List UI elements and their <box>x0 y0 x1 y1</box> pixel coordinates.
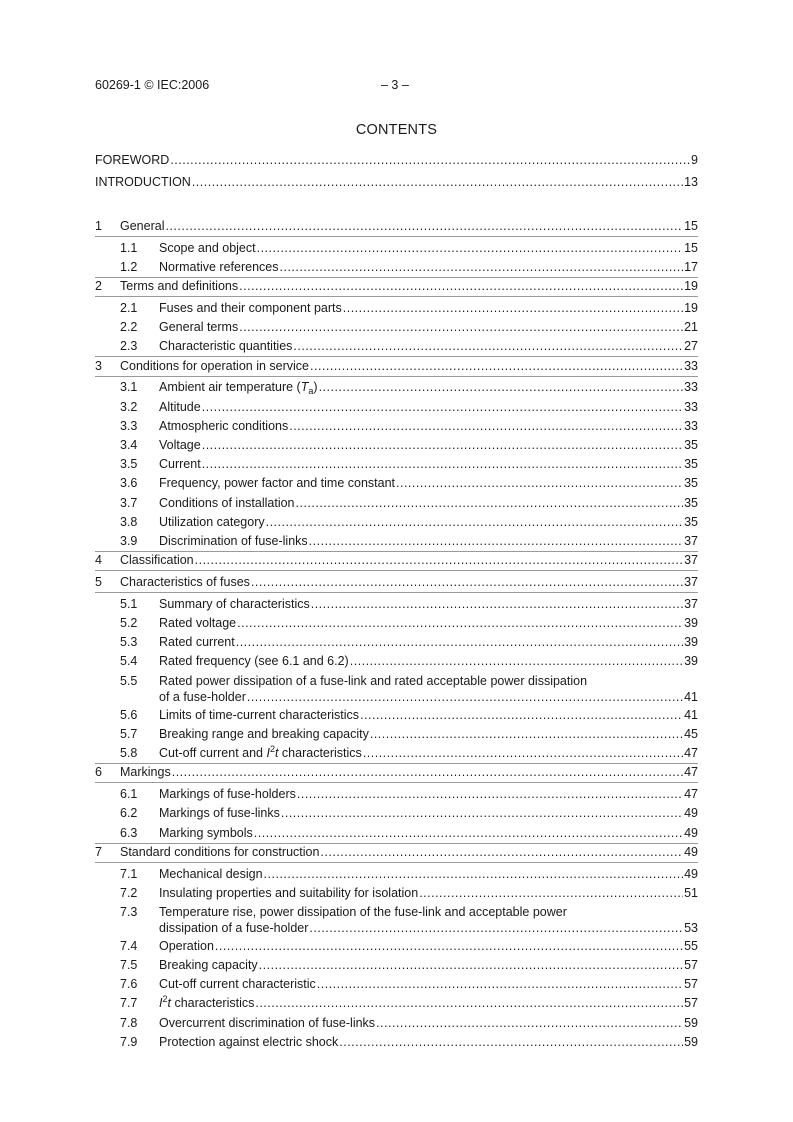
toc-entry-number: 6.1 <box>120 787 138 801</box>
toc-entry-7-9[interactable] <box>95 1035 698 1051</box>
page-header <box>95 78 698 94</box>
toc-entry-page: 47 <box>684 787 698 801</box>
toc-entry-5-8[interactable] <box>95 746 698 762</box>
toc-entry-label: Cut-off current characteristic <box>159 977 316 991</box>
toc-entry-1-1[interactable] <box>95 241 698 257</box>
toc-entry-number: 1 <box>95 219 102 233</box>
toc-entry-number: 7.3 <box>120 905 138 919</box>
toc-entry-7-8[interactable] <box>95 1016 698 1032</box>
toc-entry-3-2[interactable] <box>95 400 698 416</box>
toc-entry-3-7[interactable] <box>95 496 698 512</box>
toc-entry-7-6[interactable] <box>95 977 698 993</box>
toc-entry-page: 35 <box>684 457 698 471</box>
toc-entry-label: $I^2t$ characteristics <box>159 994 255 1010</box>
toc-entry-number: 6 <box>95 765 102 779</box>
toc-entry-number: 3 <box>95 359 102 373</box>
toc-entry-number: 5.5 <box>120 674 138 688</box>
toc-entry-label: Conditions for operation in service <box>120 359 309 373</box>
toc-entry-label: Standard conditions for construction <box>120 845 320 859</box>
clause-divider <box>95 763 698 764</box>
toc-clause-7[interactable] <box>95 845 698 861</box>
toc-entry-number: 3.7 <box>120 496 138 510</box>
clause-divider <box>95 236 698 237</box>
toc-entry-label: Mechanical design <box>159 867 263 881</box>
toc-entry-label: Markings of fuse-holders <box>159 787 296 801</box>
toc-clause-5[interactable] <box>95 575 698 591</box>
toc-entry-label-first-line: Temperature rise, power dissipation of the fuse-link and acceptable power <box>159 905 567 919</box>
clause-divider <box>95 570 698 571</box>
toc-entry-foreword[interactable] <box>95 153 698 169</box>
toc-entry-page: 59 <box>684 1035 698 1049</box>
toc-entry-label: Markings of fuse-links <box>159 806 280 820</box>
toc-entry-label: Current <box>159 457 201 471</box>
toc-entry-number: 3.8 <box>120 515 138 529</box>
toc-entry-page: 57 <box>684 977 698 991</box>
toc-entry-label: General <box>120 219 165 233</box>
toc-clause-4[interactable] <box>95 553 698 569</box>
toc-entry-label: General terms <box>159 320 239 334</box>
toc-entry-page: 33 <box>684 400 698 414</box>
toc-entry-2-1[interactable] <box>95 301 698 317</box>
toc-entry-label: Characteristic quantities <box>159 339 293 353</box>
clause-divider <box>95 592 698 593</box>
toc-entry-label: FOREWORD <box>95 153 170 167</box>
toc-entry-label: Insulating properties and suitability for isolation <box>159 886 419 900</box>
toc-entry-page: 21 <box>684 320 698 334</box>
toc-entry-number: 7.1 <box>120 867 138 881</box>
clause-divider <box>95 277 698 278</box>
toc-entry-number: 6.3 <box>120 826 138 840</box>
toc-entry-1-2[interactable] <box>95 260 698 276</box>
toc-entry-page: 39 <box>684 654 698 668</box>
toc-entry-number: 7.9 <box>120 1035 138 1049</box>
toc-entry-number: 7.6 <box>120 977 138 991</box>
toc-entry-number: 3.5 <box>120 457 138 471</box>
toc-entry-number: 2.1 <box>120 301 138 315</box>
toc-entry-page: 35 <box>684 476 698 490</box>
toc-entry-6-3[interactable] <box>95 826 698 842</box>
toc-entry-number: 5.4 <box>120 654 138 668</box>
toc-entry-label: Discrimination of fuse-links <box>159 534 308 548</box>
toc-entry-page: 33 <box>684 359 698 373</box>
toc-entry-number: 5.2 <box>120 616 138 630</box>
toc-entry-page: 39 <box>684 635 698 649</box>
toc-entry-number: 3.2 <box>120 400 138 414</box>
toc-entry-page: 37 <box>684 575 698 589</box>
toc-entry-number: 5 <box>95 575 102 589</box>
toc-entry-5-5[interactable] <box>95 674 698 706</box>
toc-entry-page: 51 <box>684 886 698 900</box>
toc-entry-number: 2.2 <box>120 320 138 334</box>
toc-entry-page: 33 <box>684 419 698 433</box>
toc-entry-label-first-line: Rated power dissipation of a fuse-link and rated acceptable power dissipation <box>159 674 588 688</box>
toc-entry-page: 9 <box>691 153 698 167</box>
toc-entry-3-1[interactable] <box>95 380 698 396</box>
toc-entry-label: Rated frequency (see 6.1 and 6.2) <box>159 654 349 668</box>
toc-entry-page: 17 <box>684 260 698 274</box>
toc-entry-number: 7.2 <box>120 886 138 900</box>
toc-entry-2-2[interactable] <box>95 320 698 336</box>
toc-entry-number: 7 <box>95 845 102 859</box>
toc-entry-label: Utilization category <box>159 515 265 529</box>
toc-entry-page: 41 <box>684 690 698 704</box>
toc-entry-label: of a fuse-holder <box>159 690 246 704</box>
toc-entry-label: Characteristics of fuses <box>120 575 250 589</box>
toc-entry-5-7[interactable] <box>95 727 698 743</box>
toc-entry-5-6[interactable] <box>95 708 698 724</box>
toc-entry-page: 37 <box>684 597 698 611</box>
toc-entry-7-4[interactable] <box>95 939 698 955</box>
clause-divider <box>95 356 698 357</box>
toc-entry-number: 5.8 <box>120 746 138 760</box>
toc-entry-number: 5.3 <box>120 635 138 649</box>
toc-entry-page: 39 <box>684 616 698 630</box>
toc-entry-page: 37 <box>684 534 698 548</box>
toc-entry-2-3[interactable] <box>95 339 698 355</box>
toc-entry-5-2[interactable] <box>95 616 698 632</box>
toc-entry-label: Markings <box>120 765 171 779</box>
toc-entry-label: Overcurrent discrimination of fuse-links <box>159 1016 376 1030</box>
toc-entry-page: 57 <box>684 958 698 972</box>
toc-entry-5-1[interactable] <box>95 597 698 613</box>
toc-clause-3[interactable] <box>95 359 698 375</box>
toc-entry-page: 27 <box>684 339 698 353</box>
clause-divider <box>95 782 698 783</box>
toc-entry-number: 1.2 <box>120 260 138 274</box>
toc-entry-label: Cut-off current and $I^2t$ characteristics <box>159 744 362 760</box>
toc-entry-label: Rated voltage <box>159 616 237 630</box>
toc-entry-label: Operation <box>159 939 214 953</box>
toc-entry-label: Altitude <box>159 400 201 414</box>
toc-entry-number: 4 <box>95 553 102 567</box>
toc-entry-page: 53 <box>684 921 698 935</box>
toc-entry-7-3[interactable] <box>95 905 698 937</box>
toc-entry-number: 3.1 <box>120 380 138 394</box>
toc-entry-5-4[interactable] <box>95 654 698 670</box>
toc-entry-label: INTRODUCTION <box>95 175 191 189</box>
toc-entry-page: 37 <box>684 553 698 567</box>
toc-entry-number: 7.8 <box>120 1016 138 1030</box>
toc-entry-page: 57 <box>684 996 698 1010</box>
clause-divider <box>95 551 698 552</box>
page-number: – 3 – <box>381 78 409 92</box>
toc-entry-label: Classification <box>120 553 194 567</box>
toc-entry-label: Terms and definitions <box>120 279 239 293</box>
toc-entry-7-7[interactable] <box>95 996 698 1012</box>
toc-entry-label: Scope and object <box>159 241 256 255</box>
toc-entry-page: 19 <box>684 301 698 315</box>
toc-entry-page: 49 <box>684 806 698 820</box>
toc-entry-number: 2 <box>95 279 102 293</box>
toc-entry-label: Conditions of installation <box>159 496 295 510</box>
toc-clause-6[interactable] <box>95 765 698 781</box>
toc-entry-number: 5.1 <box>120 597 138 611</box>
toc-entry-page: 13 <box>684 175 698 189</box>
toc-entry-label: Frequency, power factor and time constant <box>159 476 395 490</box>
toc-entry-label: Ambient air temperature $(T_a)$ <box>159 380 318 396</box>
toc-entry-introduction[interactable] <box>95 175 698 191</box>
toc-entry-label: Voltage <box>159 438 201 452</box>
toc-entry-number: 2.3 <box>120 339 138 353</box>
toc-entry-page: 59 <box>684 1016 698 1030</box>
clause-divider <box>95 862 698 863</box>
toc-entry-6-1[interactable] <box>95 787 698 803</box>
toc-entry-7-1[interactable] <box>95 867 698 883</box>
toc-entry-7-5[interactable] <box>95 958 698 974</box>
toc-entry-page: 35 <box>684 496 698 510</box>
toc-entry-page: 47 <box>684 765 698 779</box>
toc-entry-page: 19 <box>684 279 698 293</box>
toc-entry-label: Breaking range and breaking capacity <box>159 727 369 741</box>
toc-entry-3-9[interactable] <box>95 534 698 550</box>
toc-entry-page: 15 <box>684 241 698 255</box>
toc-entry-label: dissipation of a fuse-holder <box>159 921 309 935</box>
toc-entry-number: 3.4 <box>120 438 138 452</box>
toc-entry-number: 3.6 <box>120 476 138 490</box>
toc-entry-label: Limits of time-current characteristics <box>159 708 360 722</box>
toc-entry-3-4[interactable] <box>95 438 698 454</box>
toc-entry-number: 5.7 <box>120 727 138 741</box>
toc-entry-number: 3.3 <box>120 419 138 433</box>
clause-divider <box>95 843 698 844</box>
toc-entry-label: Rated current <box>159 635 235 649</box>
toc-entry-page: 49 <box>684 845 698 859</box>
toc-clause-2[interactable] <box>95 279 698 295</box>
toc-entry-6-2[interactable] <box>95 806 698 822</box>
toc-entry-page: 47 <box>684 746 698 760</box>
toc-entry-number: 1.1 <box>120 241 138 255</box>
toc-entry-3-5[interactable] <box>95 457 698 473</box>
toc-entry-7-2[interactable] <box>95 886 698 902</box>
toc-entry-page: 33 <box>684 380 698 394</box>
toc-entry-page: 55 <box>684 939 698 953</box>
clause-divider <box>95 376 698 377</box>
toc-entry-page: 35 <box>684 438 698 452</box>
toc-entry-label: Normative references <box>159 260 279 274</box>
page-title: CONTENTS <box>355 122 438 138</box>
toc-clause-1[interactable] <box>95 219 698 235</box>
toc-entry-label: Atmospheric conditions <box>159 419 289 433</box>
toc-entry-page: 49 <box>684 826 698 840</box>
toc-entry-number: 7.7 <box>120 996 138 1010</box>
clause-divider <box>95 296 698 297</box>
toc-entry-3-3[interactable] <box>95 419 698 435</box>
toc-entry-label: Fuses and their component parts <box>159 301 342 315</box>
toc-entry-page: 15 <box>684 219 698 233</box>
toc-entry-3-6[interactable] <box>95 476 698 492</box>
toc-entry-3-8[interactable] <box>95 515 698 531</box>
toc-entry-number: 5.6 <box>120 708 138 722</box>
toc-entry-label: Summary of characteristics <box>159 597 310 611</box>
toc-entry-page: 35 <box>684 515 698 529</box>
toc-entry-label: Marking symbols <box>159 826 253 840</box>
toc-entry-number: 7.5 <box>120 958 138 972</box>
toc-entry-number: 6.2 <box>120 806 138 820</box>
toc-entry-label: Breaking capacity <box>159 958 258 972</box>
toc-entry-number: 7.4 <box>120 939 138 953</box>
toc-entry-label: Protection against electric shock <box>159 1035 339 1049</box>
toc-entry-page: 49 <box>684 867 698 881</box>
toc-entry-5-3[interactable] <box>95 635 698 651</box>
toc-entry-number: 3.9 <box>120 534 138 548</box>
toc-entry-page: 45 <box>684 727 698 741</box>
toc-entry-page: 41 <box>684 708 698 722</box>
document-identifier: 60269-1 © IEC:2006 <box>95 78 210 92</box>
